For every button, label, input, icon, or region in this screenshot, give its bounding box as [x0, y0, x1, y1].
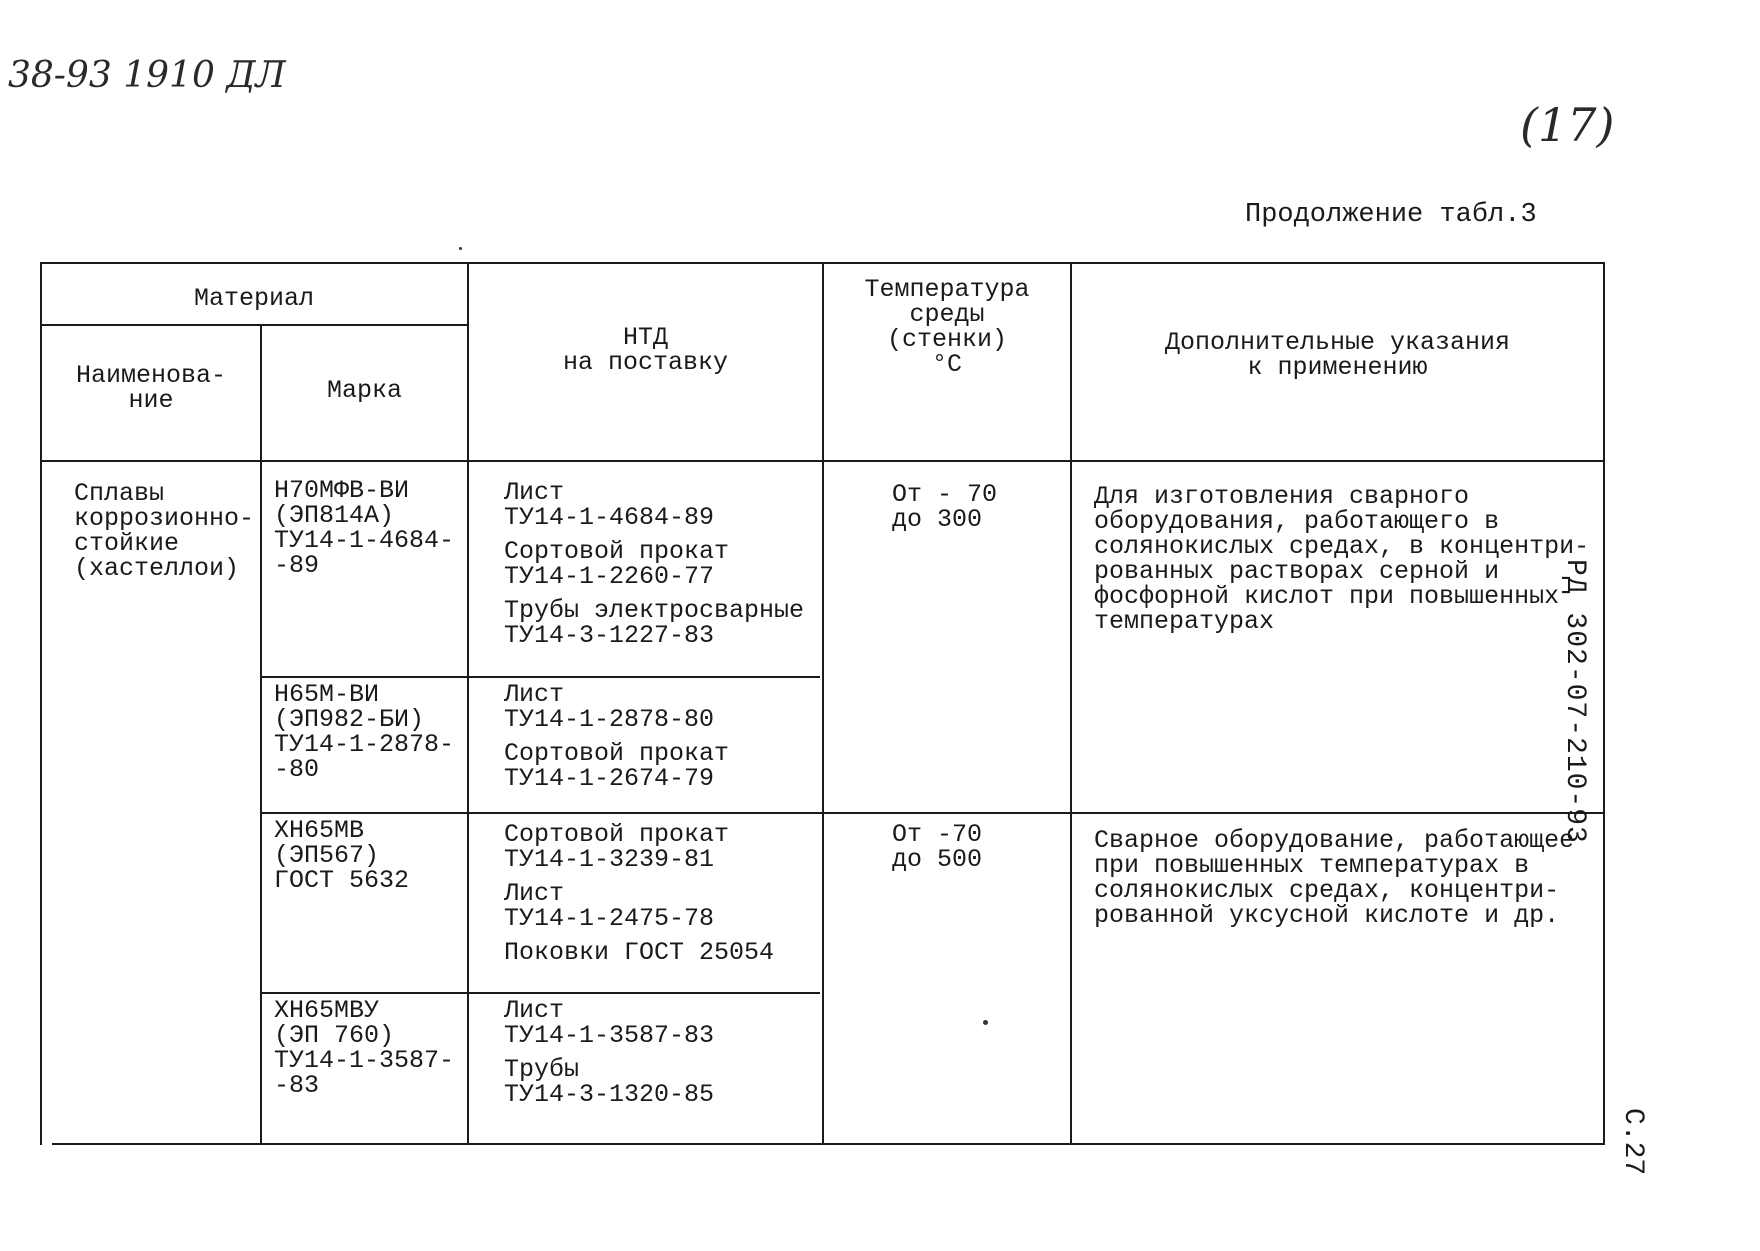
ntd-cell: Лист ТУ14-1-3587-83 Трубы ТУ14-3-1320-85: [504, 996, 715, 1109]
sheet-number: (17): [1520, 98, 1615, 152]
header-notes: Дополнительные указания к применению: [1164, 328, 1511, 382]
notes-cell: Сварное оборудование, работающее при повышенных температурах в солянокислых средах, концентри- рованной уксусной кислоте и др.: [1094, 826, 1575, 930]
document-code: РД 302-07-210-93: [1559, 559, 1590, 844]
grade-cell: Н65М-ВИ (ЭП982-БИ) ТУ14-1-2878- -80: [274, 680, 455, 784]
scan-speck: [983, 1020, 988, 1025]
scan-speck: [459, 247, 462, 250]
grade-cell: ХН65МВУ (ЭП 760) ТУ14-1-3587- -83: [274, 996, 455, 1100]
ntd-cell: Сортовой прокат ТУ14-1-3239-81 Лист ТУ14-1-2475-78 Поковки ГОСТ 25054: [504, 820, 775, 967]
temperature-cell: От - 70 до 300: [892, 480, 998, 534]
header-grade: Марка: [326, 376, 402, 405]
ntd-cell: Лист ТУ14-1-4684-89 Сортовой прокат ТУ14-1-2260-77 Трубы электросварные ТУ14-3-1227-83: [504, 478, 805, 650]
continuation-label: Продолжение табл.3: [1245, 200, 1537, 230]
grade-cell: Н70МФВ-ВИ (ЭП814А) ТУ14-1-4684- -89: [274, 476, 455, 580]
ntd-cell: Лист ТУ14-1-2878-80 Сортовой прокат ТУ14-1-2674-79: [504, 680, 730, 793]
notes-cell: Для изготовления сварного оборудования, работающего в солянокислых средах, в концентри- рованных растворах серной и фосфорной кислот при повышенных температурах: [1094, 482, 1590, 636]
header-temperature: Температура среды (стенки) °С: [864, 275, 1030, 379]
material-name: Сплавы коррозионно- стойкие (хастеллои): [74, 479, 255, 583]
header-name: Наименова- ние: [75, 361, 227, 415]
handwritten-note: 38-93 1910 ДЛ: [8, 55, 286, 96]
header-material: Материал: [193, 284, 315, 313]
grade-cell: ХН65МВ (ЭП567) ГОСТ 5632: [274, 816, 410, 895]
page-number: С.27: [1617, 1108, 1648, 1176]
header-ntd: НТД на поставку: [562, 323, 729, 377]
temperature-cell: От -70 до 500: [892, 820, 983, 874]
